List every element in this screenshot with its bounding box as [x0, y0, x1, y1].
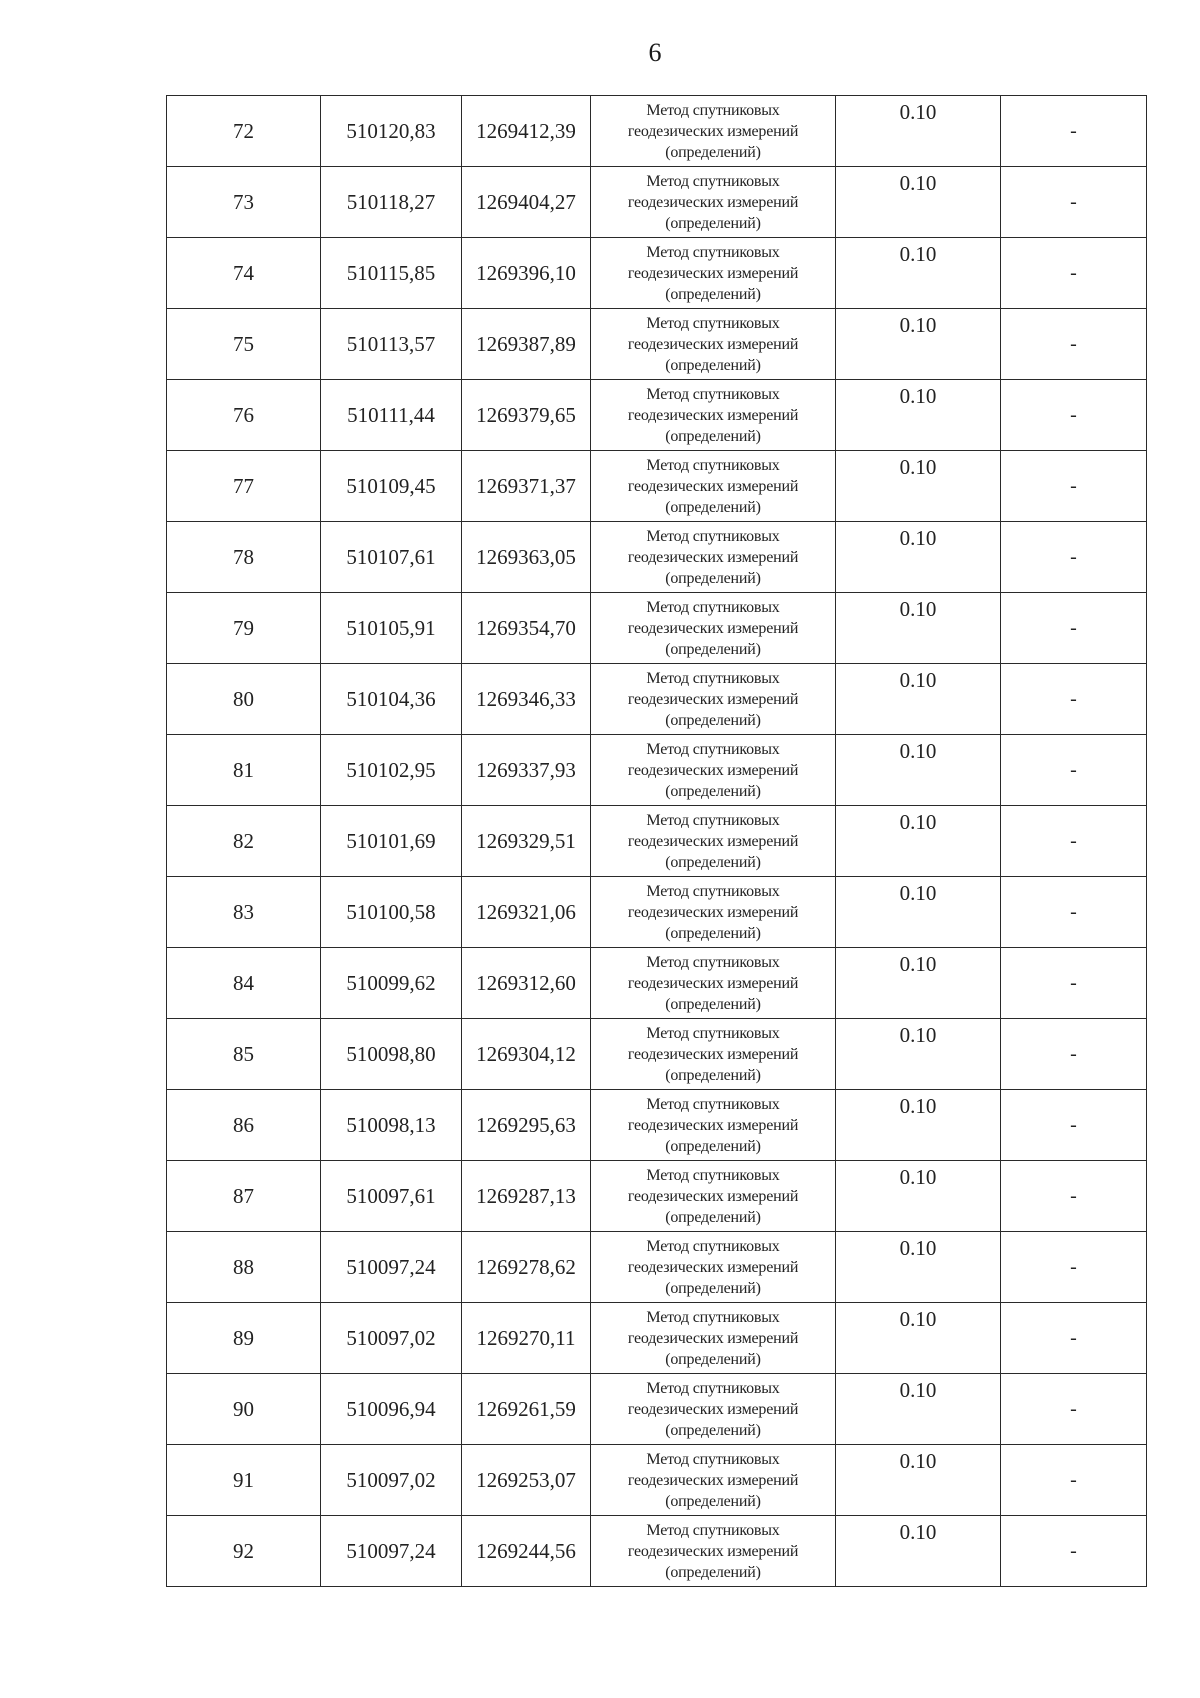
- method-text-line: геодезических измерений: [627, 903, 799, 921]
- table-row: [167, 522, 1147, 593]
- accuracy-cell: 0.10: [836, 238, 1001, 309]
- method-text-line: Метод спутниковых: [646, 456, 780, 474]
- method-text-line: (определений): [665, 782, 761, 800]
- accuracy-cell: 0.10: [836, 735, 1001, 806]
- x-coordinate-cell: 510107,61: [321, 522, 462, 593]
- extra-info-cell: -: [1001, 167, 1147, 238]
- method-text-line: Метод спутниковых: [646, 740, 780, 758]
- method-cell: [591, 96, 836, 167]
- method-text-line: (определений): [665, 711, 761, 729]
- method-text-line: (определений): [665, 1137, 761, 1155]
- method-text-line: (определений): [665, 498, 761, 516]
- method-text-line: геодезических измерений: [627, 690, 799, 708]
- point-number-cell: 76: [167, 380, 321, 451]
- method-cell: [591, 380, 836, 451]
- method-text-line: геодезических измерений: [627, 335, 799, 353]
- method-text-line: (определений): [665, 1492, 761, 1510]
- method-text-line: геодезических измерений: [627, 619, 799, 637]
- method-text-line: (определений): [665, 143, 761, 161]
- y-coordinate-cell: 1269412,39: [462, 96, 591, 167]
- table-row: [167, 238, 1147, 309]
- table-row: [167, 1232, 1147, 1303]
- method-text-line: геодезических измерений: [627, 1045, 799, 1063]
- method-text-line: (определений): [665, 924, 761, 942]
- extra-info-cell: -: [1001, 735, 1147, 806]
- method-text-line: геодезических измерений: [627, 1258, 799, 1276]
- y-coordinate-cell: 1269312,60: [462, 948, 591, 1019]
- y-coordinate-cell: 1269244,56: [462, 1516, 591, 1587]
- y-coordinate-cell: 1269304,12: [462, 1019, 591, 1090]
- accuracy-cell: 0.10: [836, 380, 1001, 451]
- table-row: [167, 1161, 1147, 1232]
- table-row: [167, 1516, 1147, 1587]
- method-text-line: геодезических измерений: [627, 1116, 799, 1134]
- x-coordinate-cell: 510111,44: [321, 380, 462, 451]
- method-cell: [591, 167, 836, 238]
- method-cell: [591, 1516, 836, 1587]
- extra-info-cell: -: [1001, 522, 1147, 593]
- y-coordinate-cell: 1269278,62: [462, 1232, 591, 1303]
- y-coordinate-cell: 1269387,89: [462, 309, 591, 380]
- extra-info-cell: -: [1001, 96, 1147, 167]
- extra-info-cell: -: [1001, 309, 1147, 380]
- y-coordinate-cell: 1269329,51: [462, 806, 591, 877]
- extra-info-cell: -: [1001, 1019, 1147, 1090]
- extra-info-cell: -: [1001, 1445, 1147, 1516]
- method-text-line: (определений): [665, 995, 761, 1013]
- x-coordinate-cell: 510102,95: [321, 735, 462, 806]
- y-coordinate-cell: 1269363,05: [462, 522, 591, 593]
- method-cell: [591, 735, 836, 806]
- point-number-cell: 72: [167, 96, 321, 167]
- extra-info-cell: -: [1001, 1090, 1147, 1161]
- y-coordinate-cell: 1269379,65: [462, 380, 591, 451]
- point-number-cell: 84: [167, 948, 321, 1019]
- table-row: [167, 1303, 1147, 1374]
- method-cell: [591, 593, 836, 664]
- method-cell: [591, 1374, 836, 1445]
- extra-info-cell: -: [1001, 1374, 1147, 1445]
- y-coordinate-cell: 1269295,63: [462, 1090, 591, 1161]
- method-cell: [591, 238, 836, 309]
- extra-info-cell: -: [1001, 806, 1147, 877]
- point-number-cell: 92: [167, 1516, 321, 1587]
- table-row: [167, 877, 1147, 948]
- method-text-line: Метод спутниковых: [646, 1521, 780, 1539]
- method-text-line: Метод спутниковых: [646, 953, 780, 971]
- table-row: [167, 806, 1147, 877]
- method-cell: [591, 1161, 836, 1232]
- accuracy-cell: 0.10: [836, 1019, 1001, 1090]
- x-coordinate-cell: 510113,57: [321, 309, 462, 380]
- y-coordinate-cell: 1269321,06: [462, 877, 591, 948]
- extra-info-cell: -: [1001, 1303, 1147, 1374]
- method-text-line: Метод спутниковых: [646, 314, 780, 332]
- accuracy-cell: 0.10: [836, 1374, 1001, 1445]
- x-coordinate-cell: 510097,02: [321, 1445, 462, 1516]
- extra-info-cell: -: [1001, 1161, 1147, 1232]
- method-text-line: Метод спутниковых: [646, 1450, 780, 1468]
- table-row: [167, 735, 1147, 806]
- method-text-line: геодезических измерений: [627, 264, 799, 282]
- method-text-line: Метод спутниковых: [646, 1308, 780, 1326]
- y-coordinate-cell: 1269287,13: [462, 1161, 591, 1232]
- x-coordinate-cell: 510120,83: [321, 96, 462, 167]
- table-row: [167, 167, 1147, 238]
- method-text-line: геодезических измерений: [627, 477, 799, 495]
- point-number-cell: 82: [167, 806, 321, 877]
- method-text-line: Метод спутниковых: [646, 669, 780, 687]
- extra-info-cell: -: [1001, 593, 1147, 664]
- method-cell: [591, 877, 836, 948]
- method-cell: [591, 1303, 836, 1374]
- x-coordinate-cell: 510109,45: [321, 451, 462, 522]
- method-text-line: (определений): [665, 640, 761, 658]
- y-coordinate-cell: 1269354,70: [462, 593, 591, 664]
- x-coordinate-cell: 510101,69: [321, 806, 462, 877]
- point-number-cell: 91: [167, 1445, 321, 1516]
- method-text-line: геодезических измерений: [627, 1400, 799, 1418]
- x-coordinate-cell: 510097,61: [321, 1161, 462, 1232]
- y-coordinate-cell: 1269396,10: [462, 238, 591, 309]
- method-cell: [591, 806, 836, 877]
- method-cell: [591, 1232, 836, 1303]
- x-coordinate-cell: 510097,24: [321, 1232, 462, 1303]
- y-coordinate-cell: 1269261,59: [462, 1374, 591, 1445]
- accuracy-cell: 0.10: [836, 522, 1001, 593]
- accuracy-cell: 0.10: [836, 664, 1001, 735]
- method-text-line: Метод спутниковых: [646, 1379, 780, 1397]
- extra-info-cell: -: [1001, 1516, 1147, 1587]
- table-row: [167, 1445, 1147, 1516]
- method-text-line: Метод спутниковых: [646, 1166, 780, 1184]
- method-text-line: Метод спутниковых: [646, 1237, 780, 1255]
- accuracy-cell: 0.10: [836, 1445, 1001, 1516]
- method-text-line: (определений): [665, 285, 761, 303]
- table-row: [167, 1090, 1147, 1161]
- accuracy-cell: 0.10: [836, 1090, 1001, 1161]
- point-number-cell: 85: [167, 1019, 321, 1090]
- accuracy-cell: 0.10: [836, 1161, 1001, 1232]
- method-text-line: (определений): [665, 1421, 761, 1439]
- point-number-cell: 81: [167, 735, 321, 806]
- table-row: [167, 593, 1147, 664]
- accuracy-cell: 0.10: [836, 167, 1001, 238]
- method-cell: [591, 664, 836, 735]
- point-number-cell: 73: [167, 167, 321, 238]
- extra-info-cell: -: [1001, 238, 1147, 309]
- method-cell: [591, 1445, 836, 1516]
- coordinates-table: [166, 95, 1147, 1587]
- method-text-line: (определений): [665, 427, 761, 445]
- accuracy-cell: 0.10: [836, 948, 1001, 1019]
- accuracy-cell: 0.10: [836, 877, 1001, 948]
- point-number-cell: 79: [167, 593, 321, 664]
- point-number-cell: 89: [167, 1303, 321, 1374]
- point-number-cell: 87: [167, 1161, 321, 1232]
- method-text-line: Метод спутниковых: [646, 172, 780, 190]
- accuracy-cell: 0.10: [836, 309, 1001, 380]
- y-coordinate-cell: 1269253,07: [462, 1445, 591, 1516]
- table-row: [167, 309, 1147, 380]
- x-coordinate-cell: 510097,02: [321, 1303, 462, 1374]
- method-cell: [591, 522, 836, 593]
- table-row: [167, 664, 1147, 735]
- accuracy-cell: 0.10: [836, 593, 1001, 664]
- table-row: [167, 451, 1147, 522]
- table-row: [167, 948, 1147, 1019]
- method-text-line: (определений): [665, 569, 761, 587]
- accuracy-cell: 0.10: [836, 96, 1001, 167]
- method-text-line: геодезических измерений: [627, 406, 799, 424]
- x-coordinate-cell: 510099,62: [321, 948, 462, 1019]
- method-text-line: геодезических измерений: [627, 193, 799, 211]
- point-number-cell: 75: [167, 309, 321, 380]
- method-text-line: (определений): [665, 1208, 761, 1226]
- x-coordinate-cell: 510098,80: [321, 1019, 462, 1090]
- method-text-line: геодезических измерений: [627, 1187, 799, 1205]
- method-text-line: (определений): [665, 1350, 761, 1368]
- method-text-line: Метод спутниковых: [646, 101, 780, 119]
- table-body: [167, 96, 1147, 1587]
- method-text-line: Метод спутниковых: [646, 527, 780, 545]
- method-text-line: (определений): [665, 853, 761, 871]
- extra-info-cell: -: [1001, 877, 1147, 948]
- extra-info-cell: -: [1001, 664, 1147, 735]
- point-number-cell: 90: [167, 1374, 321, 1445]
- method-text-line: (определений): [665, 356, 761, 374]
- coordinates-table-container: [166, 95, 1146, 1587]
- x-coordinate-cell: 510100,58: [321, 877, 462, 948]
- method-text-line: геодезических измерений: [627, 974, 799, 992]
- page-number: 6: [648, 38, 662, 67]
- extra-info-cell: -: [1001, 380, 1147, 451]
- extra-info-cell: -: [1001, 451, 1147, 522]
- point-number-cell: 78: [167, 522, 321, 593]
- point-number-cell: 83: [167, 877, 321, 948]
- accuracy-cell: 0.10: [836, 451, 1001, 522]
- method-cell: [591, 309, 836, 380]
- accuracy-cell: 0.10: [836, 1303, 1001, 1374]
- point-number-cell: 80: [167, 664, 321, 735]
- method-cell: [591, 948, 836, 1019]
- method-text-line: геодезических измерений: [627, 1329, 799, 1347]
- method-text-line: геодезических измерений: [627, 1542, 799, 1560]
- table-row: [167, 96, 1147, 167]
- accuracy-cell: 0.10: [836, 1232, 1001, 1303]
- point-number-cell: 88: [167, 1232, 321, 1303]
- accuracy-cell: 0.10: [836, 806, 1001, 877]
- method-text-line: (определений): [665, 1279, 761, 1297]
- y-coordinate-cell: 1269404,27: [462, 167, 591, 238]
- extra-info-cell: -: [1001, 948, 1147, 1019]
- point-number-cell: 86: [167, 1090, 321, 1161]
- method-text-line: геодезических измерений: [627, 761, 799, 779]
- x-coordinate-cell: 510098,13: [321, 1090, 462, 1161]
- method-text-line: Метод спутниковых: [646, 1095, 780, 1113]
- method-text-line: Метод спутниковых: [646, 385, 780, 403]
- method-text-line: (определений): [665, 1563, 761, 1581]
- table-row: [167, 1374, 1147, 1445]
- extra-info-cell: -: [1001, 1232, 1147, 1303]
- point-number-cell: 77: [167, 451, 321, 522]
- method-text-line: (определений): [665, 214, 761, 232]
- method-text-line: Метод спутниковых: [646, 1024, 780, 1042]
- x-coordinate-cell: 510118,27: [321, 167, 462, 238]
- y-coordinate-cell: 1269346,33: [462, 664, 591, 735]
- method-cell: [591, 1090, 836, 1161]
- point-number-cell: 74: [167, 238, 321, 309]
- y-coordinate-cell: 1269371,37: [462, 451, 591, 522]
- table-row: [167, 1019, 1147, 1090]
- x-coordinate-cell: 510096,94: [321, 1374, 462, 1445]
- y-coordinate-cell: 1269337,93: [462, 735, 591, 806]
- method-text-line: геодезических измерений: [627, 122, 799, 140]
- method-text-line: Метод спутниковых: [646, 598, 780, 616]
- method-cell: [591, 1019, 836, 1090]
- method-text-line: геодезических измерений: [627, 832, 799, 850]
- x-coordinate-cell: 510104,36: [321, 664, 462, 735]
- method-text-line: геодезических измерений: [627, 1471, 799, 1489]
- x-coordinate-cell: 510105,91: [321, 593, 462, 664]
- method-text-line: Метод спутниковых: [646, 811, 780, 829]
- y-coordinate-cell: 1269270,11: [462, 1303, 591, 1374]
- method-text-line: Метод спутниковых: [646, 243, 780, 261]
- method-text-line: Метод спутниковых: [646, 882, 780, 900]
- table-row: [167, 380, 1147, 451]
- accuracy-cell: 0.10: [836, 1516, 1001, 1587]
- method-cell: [591, 451, 836, 522]
- method-text-line: геодезических измерений: [627, 548, 799, 566]
- x-coordinate-cell: 510097,24: [321, 1516, 462, 1587]
- x-coordinate-cell: 510115,85: [321, 238, 462, 309]
- method-text-line: (определений): [665, 1066, 761, 1084]
